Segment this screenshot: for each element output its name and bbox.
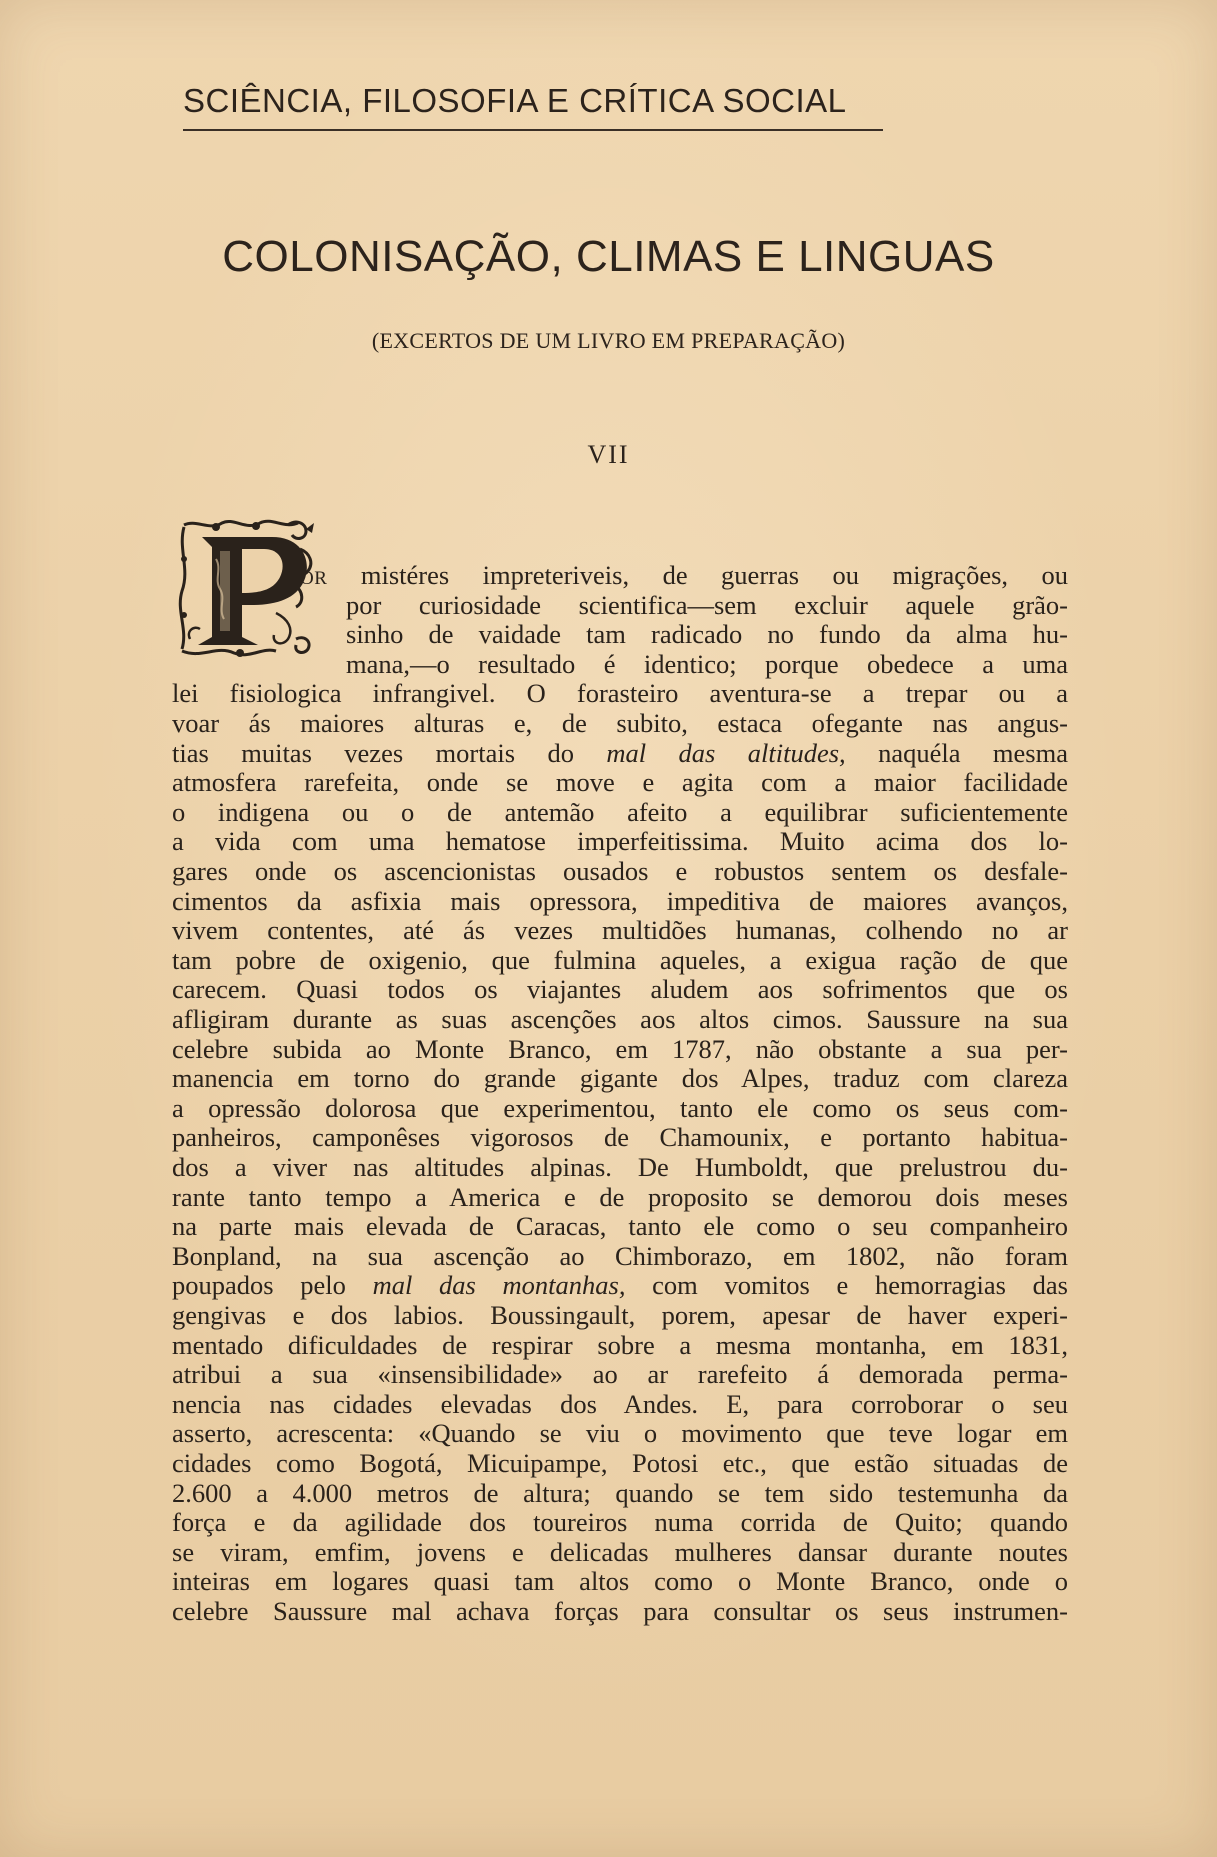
text-run: inteiras em logares quasi tam altos como o Monte Branco, onde o [172, 1566, 1068, 1597]
text-line [172, 974, 1068, 1004]
text-line [172, 1566, 1068, 1596]
text-line [172, 1211, 1068, 1241]
text-line [172, 826, 1068, 856]
text-run: celebre Saussure mal achava forças para consultar os seus instrumen- [172, 1596, 1068, 1626]
text-line [172, 678, 1068, 708]
text-run: atribui a sua «insensibilidade» ao ar rarefeito á demorada perma- [172, 1359, 1068, 1390]
text-line [172, 1330, 1068, 1360]
text-line [172, 1241, 1068, 1271]
text-line [172, 1182, 1068, 1212]
text-run: força e da agilidade dos toureiros numa corrida de Quito; quando [172, 1507, 1068, 1538]
text-line [172, 1004, 1068, 1034]
text-line [300, 560, 1068, 590]
text-line [346, 649, 1068, 679]
text-line [172, 1152, 1068, 1182]
text-line [172, 797, 1068, 827]
text-line [172, 1122, 1068, 1152]
text-line [172, 1063, 1068, 1093]
text-run: dos a viver nas altitudes alpinas. De Humboldt, que prelustrou du- [172, 1152, 1068, 1182]
text-run: vivem contentes, até ás vezes multidões humanas, colhendo no ar [172, 915, 1068, 946]
text-line [172, 886, 1068, 916]
text-line [172, 1507, 1068, 1537]
text-run: atmosfera rarefeita, onde se move e agita com a maior facilidade [172, 767, 1068, 798]
text-line [172, 945, 1068, 975]
text-run: por curiosidade scientifica—sem excluir aquele grão- [346, 589, 1068, 620]
text-run: panheiros, camponêses vigorosos de Chamounix, e portanto habitua- [172, 1122, 1068, 1153]
text-line [172, 1300, 1068, 1330]
text-run: o indigena ou o de antemão afeito a equilibrar suficientemente [172, 796, 1068, 827]
text-line [172, 1093, 1068, 1123]
text-run: lei fisiologica infrangivel. O forasteiro aventura-se a trepar ou a [172, 678, 1068, 709]
text-run: asserto, acrescenta: «Quando se viu o movimento que teve logar em [172, 1418, 1068, 1449]
text-line [172, 1418, 1068, 1448]
text-run: naquéla mesma [845, 737, 1068, 768]
text-run: cimentos da asfixia mais opressora, impeditiva de maiores avanços, [172, 885, 1068, 916]
article-title: COLONISAÇÃO, CLIMAS E LINGUAS [222, 232, 995, 281]
text-run: manencia em torno do grande gigante dos Alpes, traduz com clareza [172, 1063, 1068, 1094]
text-line [172, 1389, 1068, 1419]
text-line [172, 1537, 1068, 1567]
text-run: com vomitos e hemorragias das [625, 1270, 1068, 1301]
text-run: celebre subida ao Monte Branco, em 1787, não obstante a sua per- [172, 1033, 1068, 1064]
italic-phrase: mal das altitudes, [606, 737, 846, 768]
text-line [172, 1270, 1068, 1300]
text-line [172, 708, 1068, 738]
text-run: a opressão dolorosa que experimentou, tanto ele como os seus com- [172, 1092, 1068, 1123]
text-run: tam pobre de oxigenio, que fulmina aqueles, a exigua ração de que [172, 944, 1068, 975]
text-line [172, 915, 1068, 945]
text-run: poupados pelo [172, 1270, 373, 1301]
text-line [172, 1478, 1068, 1508]
text-run: mentado dificuldades de respirar sobre a mesma montanha, em 1831, [172, 1329, 1068, 1360]
text-run: 2.600 a 4.000 metros de altura; quando se tem sido testemunha da [172, 1477, 1068, 1508]
text-line [172, 1034, 1068, 1064]
text-run: cidades como Bogotá, Micuipampe, Potosi etc., que estão situadas de [172, 1448, 1068, 1478]
text-line [172, 1596, 1068, 1626]
text-run: afligiram durante as suas ascenções aos altos cimos. Saussure na sua [172, 1004, 1068, 1034]
running-head: SCIÊNCIA, FILOSOFIA E CRÍTICA SOCIAL [183, 82, 847, 119]
text-run: Bonpland, na sua ascenção ao Chimborazo, em 1802, não foram [172, 1240, 1068, 1271]
text-run: sinho de vaidade tam radicado no fundo da alma hu- [346, 619, 1068, 650]
text-line [172, 738, 1068, 768]
text-run: tias muitas vezes mortais do [172, 737, 607, 768]
text-run: voar ás maiores alturas e, de subito, estaca ofegante nas angus- [172, 708, 1068, 738]
text-run: gares onde os ascencionistas ousados e robustos sentem os desfale- [172, 856, 1068, 886]
text-line [346, 619, 1068, 649]
text-run: nencia nas cidades elevadas dos Andes. E, para corroborar o seu [172, 1388, 1068, 1419]
text-line [172, 856, 1068, 886]
text-line [346, 590, 1068, 620]
article-subtitle: (EXCERTOS DE UM LIVRO EM PREPARAÇÃO) [371, 328, 846, 353]
text-run: gengivas e dos labios. Boussingault, porem, apesar de haver experi- [172, 1300, 1068, 1330]
italic-phrase: mal das montanhas, [372, 1270, 626, 1301]
section-number: VII [587, 440, 630, 469]
text-run: a vida com uma hematose imperfeitissima. Muito acima dos lo- [172, 826, 1068, 857]
text-run: se viram, emfim, jovens e delicadas mulheres dansar durante noutes [172, 1536, 1068, 1567]
text-line [172, 1359, 1068, 1389]
text-line [172, 1448, 1068, 1478]
text-run: carecem. Quasi todos os viajantes aludem aos sofrimentos que os [172, 974, 1068, 1005]
small-caps-run: OR [300, 568, 328, 589]
text-run: mistéres impreteriveis, de guerras ou migrações, ou [327, 560, 1068, 590]
text-run: na parte mais elevada de Caracas, tanto ele como o seu companheiro [172, 1211, 1068, 1242]
text-line [172, 767, 1068, 797]
text-run: rante tanto tempo a America e de proposito se demorou dois meses [172, 1181, 1068, 1212]
text-run: mana,—o resultado é identico; porque obedece a uma [346, 648, 1068, 679]
